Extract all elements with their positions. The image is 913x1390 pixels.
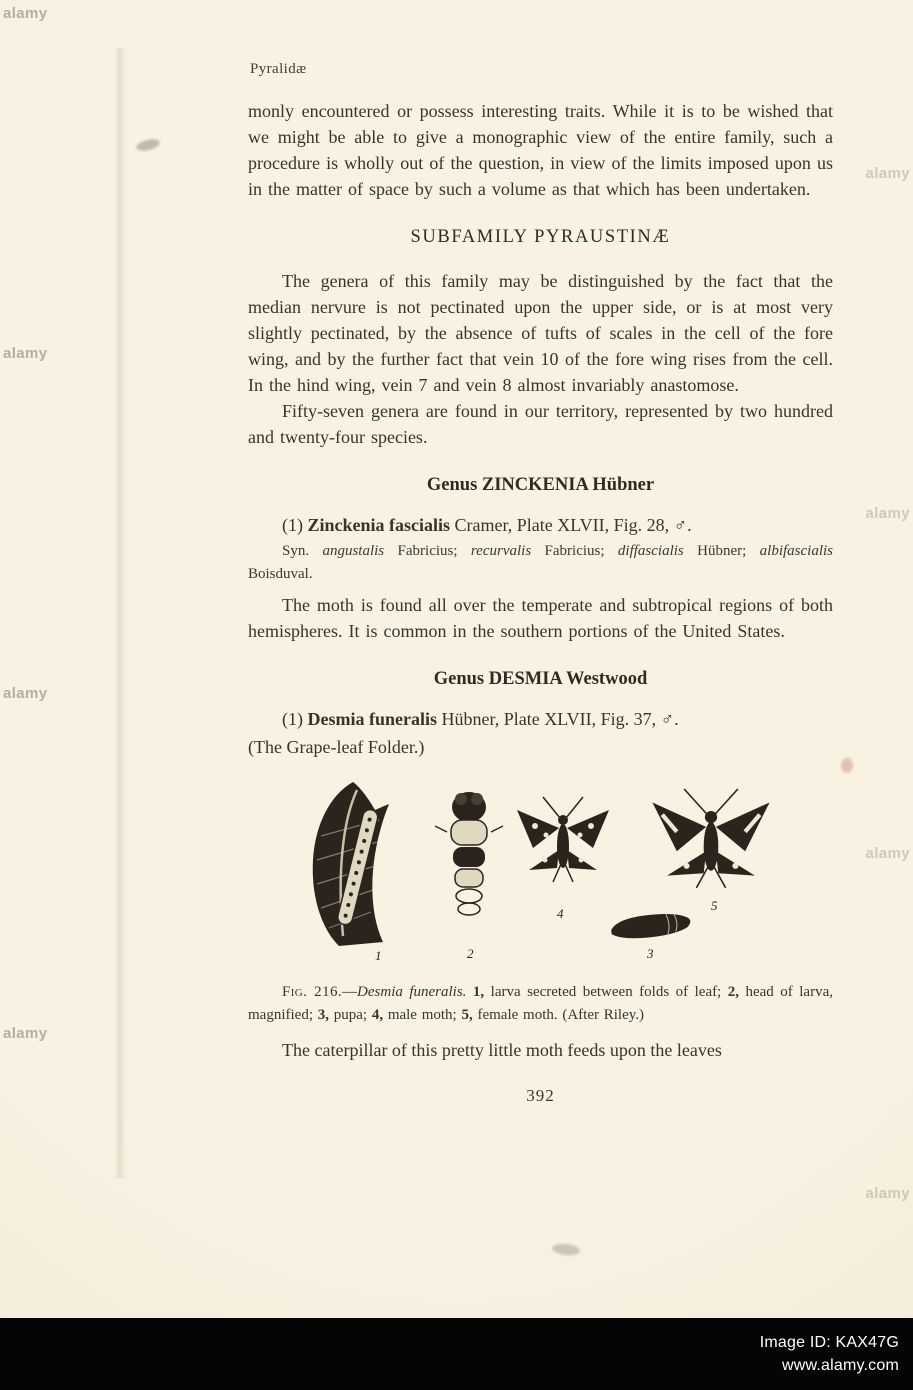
alamy-watermark: alamy xyxy=(3,685,48,702)
image-id-label: Image ID: KAX47G xyxy=(759,1334,899,1351)
alamy-watermark: alamy xyxy=(3,345,48,362)
scan-smudge xyxy=(552,1243,581,1257)
page-edge-shadow xyxy=(114,48,126,1178)
scan-smudge xyxy=(841,758,853,773)
running-header: Pyralidæ xyxy=(250,61,307,77)
figure-number-1: 1 xyxy=(374,948,381,963)
male-moth-illustration xyxy=(517,797,609,882)
genus-desmia-heading: Genus DESMIA Westwood xyxy=(433,669,648,689)
desmia-funeralis-engraving xyxy=(291,776,791,966)
alamy-watermark: alamy xyxy=(865,845,910,862)
female-moth-illustration xyxy=(652,789,769,888)
species-name: Desmia funeralis xyxy=(307,709,437,729)
figure-number-5: 5 xyxy=(710,898,717,913)
page-text-block xyxy=(248,56,833,1109)
larva-head-illustration xyxy=(435,792,503,915)
species-number: (1) xyxy=(282,515,308,535)
paragraph-zinckenia-range: The moth is found all over the temperate and subtropical regions of both hemispheres. It is common in the southern portions of the United States. xyxy=(248,595,833,641)
paragraph-species-count: Fifty-seven genera are found in our territory, represented by two hundred and twenty-four species. xyxy=(248,401,833,447)
alamy-watermark: alamy xyxy=(865,505,910,522)
paragraph-genera: The genera of this family may be distinguished by the fact that the median nervure is not pectinated upon the upper side, or is at most very slightly pectinated, by the absence of tufts of scales in the cell of the fore wing, and by the further fact that vein 10 of the fore wing rises from the cell. In the hind wing, vein 7 and vein 8 almost invariably anastomose. xyxy=(248,271,833,395)
page-number: 392 xyxy=(526,1086,555,1105)
alamy-footer-bar xyxy=(0,1318,913,1390)
alamy-watermark: alamy xyxy=(3,1025,48,1042)
figure-number-2: 2 xyxy=(466,946,473,961)
species-authority: Hübner, Plate XLVII, Fig. 37, ♂. xyxy=(437,709,679,729)
alamy-url: www.alamy.com xyxy=(782,1357,899,1374)
zinckenia-species-line xyxy=(248,512,833,538)
alamy-watermark: alamy xyxy=(3,5,48,22)
paragraph-intro: monly encountered or possess interesting traits. While it is to be wished that we might be able to give a monographic view of the entire family, such a procedure is wholly out of the question, in view of the limits imposed upon us in the matter of space by such a volume as that which has been undertaken. xyxy=(248,101,833,199)
figure-caption: Fig. 216.—Desmia funeralis. 1, larva secreted between folds of leaf; 2, head of larva, magnified; 3, pupa; 4, male moth; 5, female moth. (After Riley.) xyxy=(248,984,833,1023)
pupa-illustration xyxy=(610,911,691,941)
species-number: (1) xyxy=(282,709,308,729)
species-name: Zinckenia fascialis xyxy=(307,515,451,535)
genus-zinckenia-heading: Genus ZINCKENIA Hübner xyxy=(426,475,655,495)
footer-credits xyxy=(760,1331,899,1377)
subfamily-heading: SUBFAMILY PYRAUSTINÆ xyxy=(410,227,671,247)
figure-number-4: 4 xyxy=(556,906,563,921)
scan-smudge xyxy=(135,137,161,153)
leaf-larva-illustration xyxy=(312,782,388,946)
figure-number-3: 3 xyxy=(646,946,653,961)
species-authority: Cramer, Plate XLVII, Fig. 28, ♂. xyxy=(450,515,692,535)
paragraph-caterpillar: The caterpillar of this pretty little moth feeds upon the leaves xyxy=(282,1040,722,1060)
alamy-watermark: alamy xyxy=(865,165,910,182)
figure-216 xyxy=(248,776,833,973)
synonymy-line: Syn. angustalis Fabricius; recurvalis Fabricius; diffascialis Hübner; albifascialis Boisduval. xyxy=(248,543,834,582)
alamy-watermark: alamy xyxy=(865,1185,910,1202)
desmia-species-line xyxy=(248,706,833,732)
common-name-line: (The Grape-leaf Folder.) xyxy=(248,737,425,757)
